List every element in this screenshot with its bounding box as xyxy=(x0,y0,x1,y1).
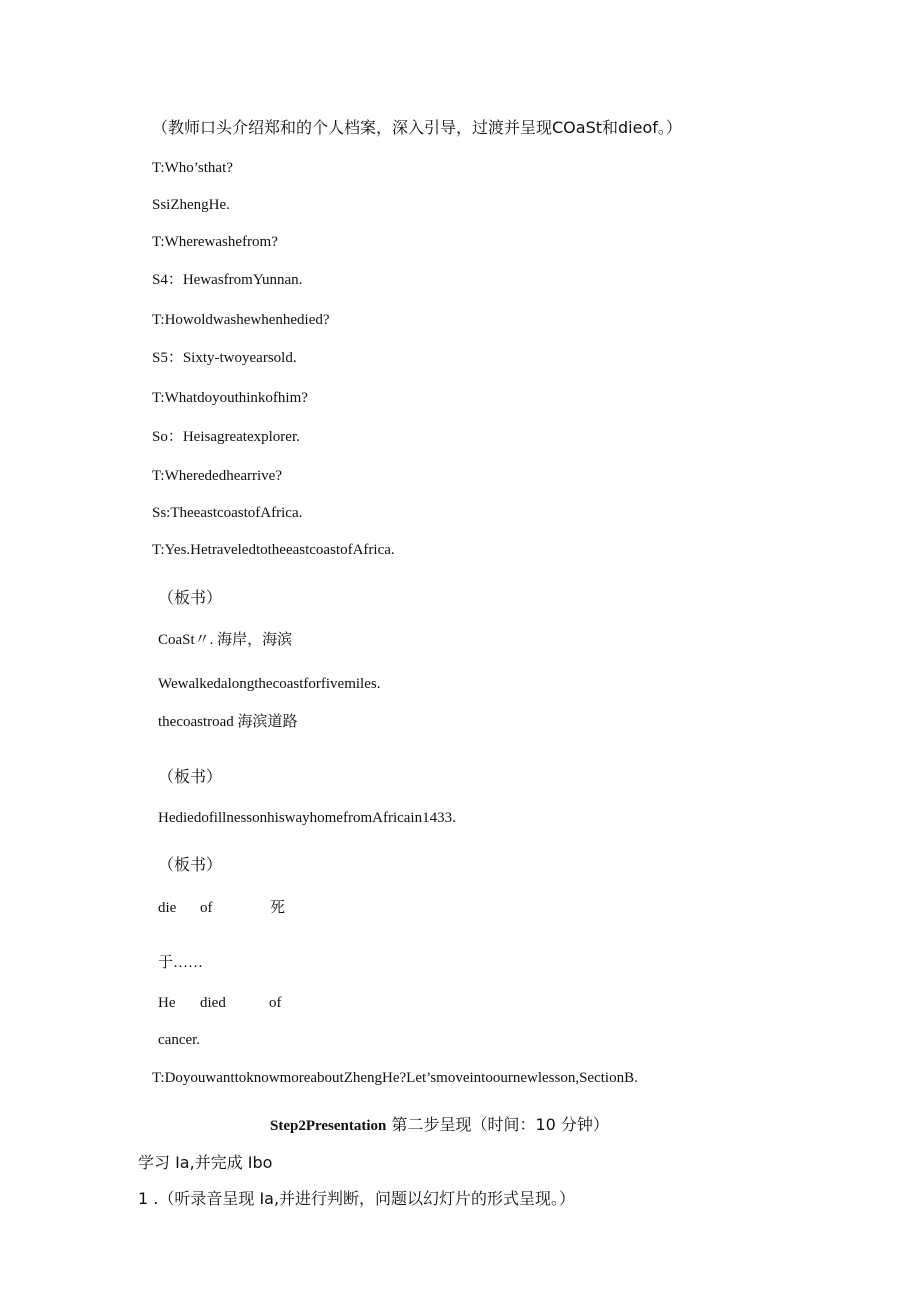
intro-note: （教师口头介绍郑和的个人档案，深入引导，过渡并呈现COaSt和dieof。） xyxy=(152,118,682,137)
board-label-3: （板书） xyxy=(158,855,223,874)
phrase-meaning: 死 xyxy=(270,900,286,916)
closing-line: T:DoyouwanttoknowmoreaboutZhengHe?Let’smoveintoournewlesson,SectionB. xyxy=(152,1070,638,1086)
dialogue-line-1: T:Who’sthat? xyxy=(152,160,233,176)
vocab-coast-phrase: thecoastroad 海滨道路 xyxy=(158,714,298,730)
board-label-1: （板书） xyxy=(158,588,223,607)
dialogue-line-9: T:Wherededhearrive? xyxy=(152,468,282,484)
step2-heading xyxy=(270,1115,609,1136)
board-sentence: HediedofillnessonhiswayhomefromAfricain1433. xyxy=(158,810,456,826)
phrase-meaning-cont: 于…… xyxy=(158,955,204,971)
step2-heading-en: Step2Presentation xyxy=(270,1118,387,1134)
example-died: died xyxy=(200,995,226,1011)
dialogue-line-7: T:Whatdoyouthinkofhim? xyxy=(152,390,308,406)
dialogue-line-2: SsiZhengHe. xyxy=(152,197,230,213)
item-1-instruction: 1 .（听录音呈现 Ia,并进行判断，问题以幻灯片的形式呈现。） xyxy=(138,1189,576,1208)
example-of: of xyxy=(269,995,282,1011)
example-he: He xyxy=(158,995,176,1011)
vocab-coast: CoaSt〃. 海岸，海滨 xyxy=(158,632,293,648)
phrase-die: die xyxy=(158,900,177,916)
dialogue-line-3: T:Wherewashefrom? xyxy=(152,234,278,250)
dialogue-line-6: S5：Sixty-twoyearsold. xyxy=(152,350,297,366)
vocab-coast-example: Wewalkedalongthecoastforfivemiles. xyxy=(158,676,381,692)
dialogue-line-5: T:Howoldwashewhenhedied? xyxy=(152,312,330,328)
step2-heading-cn: 第二步呈现（时间：10 分钟） xyxy=(386,1115,609,1134)
dialogue-line-8: So：Heisagreatexplorer. xyxy=(152,429,300,445)
study-instruction: 学习 Ia,并完成 Ibo xyxy=(138,1153,273,1172)
dialogue-line-11: T:Yes.HetraveledtotheeastcoastofAfrica. xyxy=(152,542,395,558)
phrase-of: of xyxy=(200,900,213,916)
dialogue-line-10: Ss:TheeastcoastofAfrica. xyxy=(152,505,303,521)
example-cancer: cancer. xyxy=(158,1032,201,1048)
dialogue-line-4: S4：HewasfromYunnan. xyxy=(152,272,303,288)
board-label-2: （板书） xyxy=(158,767,223,786)
